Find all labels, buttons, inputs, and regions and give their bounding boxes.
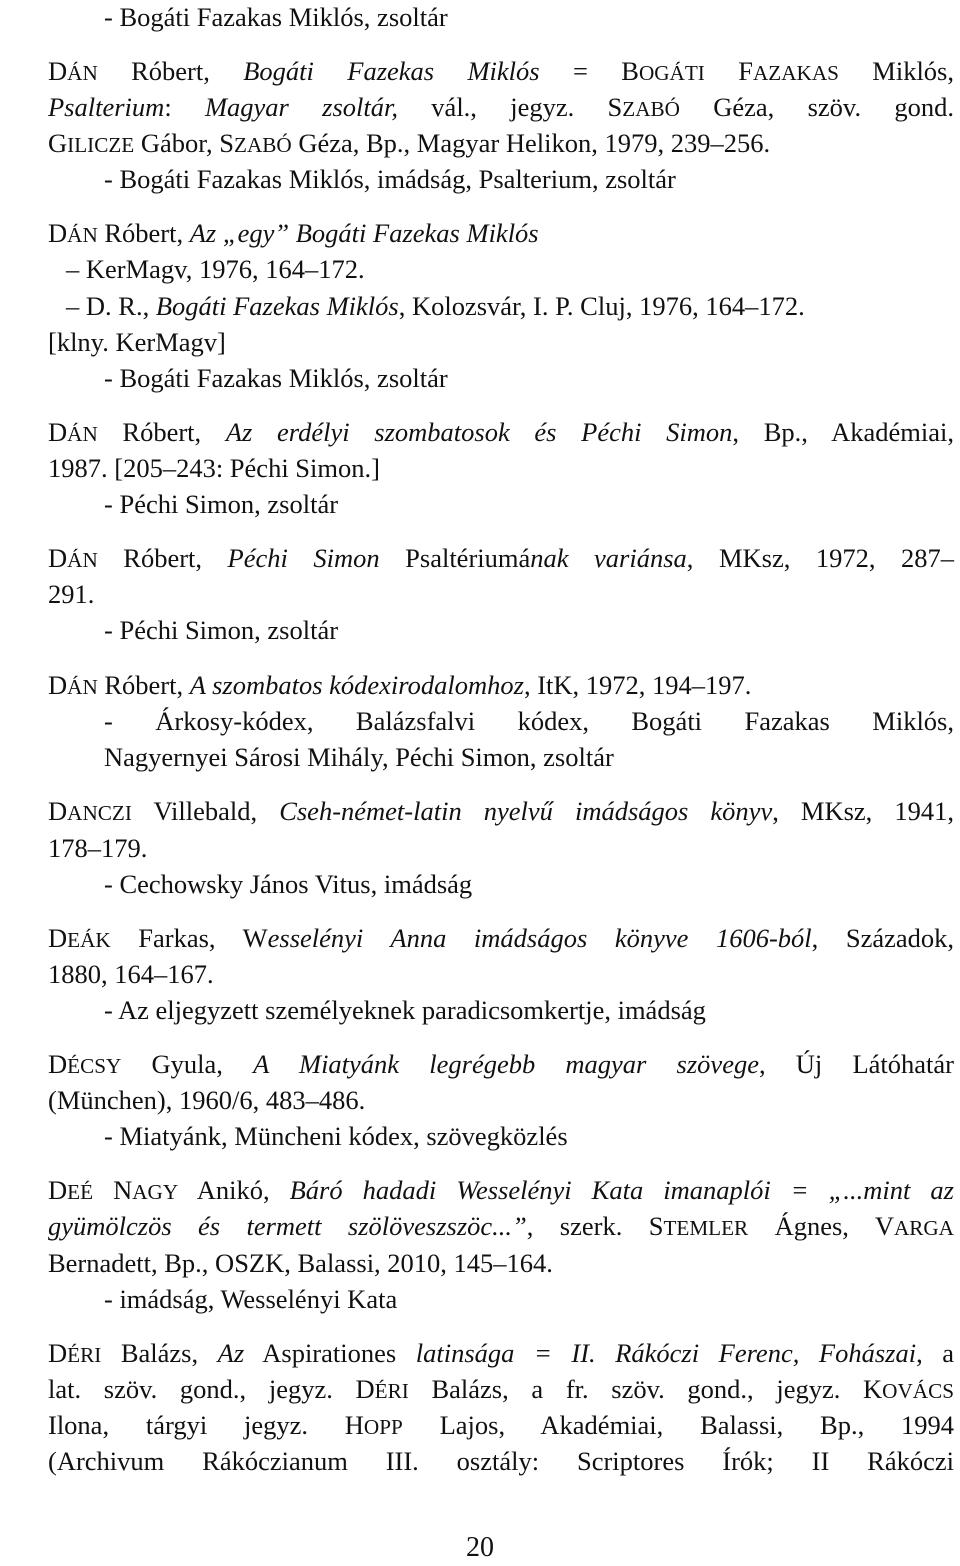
bibliography-entry-line: DANCZI Villebald, Cseh-német-latin nyelvű imádságos könyv, MKsz, 1941, [48, 796, 955, 826]
subject-heading: - Bogáti Fazakas Miklós, zsoltár [104, 363, 448, 393]
bibliography-entry-line: (Archivum Rákóczianum III. osztály: Scriptores Írók; II Rákóczi [48, 1446, 954, 1476]
subject-heading: - Péchi Simon, zsoltár [104, 615, 339, 645]
subject-heading: - Bogáti Fazakas Miklós, zsoltár [104, 2, 448, 32]
bibliography-entry-line: 291. [48, 579, 95, 609]
subject-heading: - Árkosy-kódex, Balázsfalvi kódex, Bogáti Fazakas Miklós, [104, 706, 954, 736]
bibliography-entry-line: lat. szöv. gond., jegyz. DÉRI Balázs, a fr. szöv. gond., jegyz. KOVÁCS [48, 1374, 954, 1404]
bibliography-entry-line: – D. R., Bogáti Fazekas Miklós, Kolozsvár, I. P. Cluj, 1976, 164–172. [66, 291, 805, 321]
subject-heading: - Péchi Simon, zsoltár [104, 489, 339, 519]
subject-heading: - Cechowsky János Vitus, imádság [104, 869, 473, 899]
bibliography-entry-line: DÉCSY Gyula, A Miatyánk legrégebb magyar szövege, Új Látóhatár [48, 1049, 954, 1079]
subject-heading: - Bogáti Fazakas Miklós, imádság, Psalterium, zsoltár [104, 164, 676, 194]
bibliography-entry-line: DÁN Róbert, Bogáti Fazekas Miklós = BOGÁTI FAZAKAS Miklós, [48, 56, 954, 86]
bibliography-entry-line: 178–179. [48, 833, 148, 863]
subject-heading: - Miatyánk, Müncheni kódex, szövegközlés [104, 1121, 568, 1151]
bibliography-entry-line: Bernadett, Bp., OSZK, Balassi, 2010, 145–164. [48, 1248, 553, 1278]
bibliography-entry-line: Ilona, tárgyi jegyz. HOPP Lajos, Akadémiai, Balassi, Bp., 1994 [48, 1410, 954, 1440]
bibliography-entry-line: DÁN Róbert, Péchi Simon Psaltériumának variánsa, MKsz, 1972, 287– [48, 543, 954, 573]
bibliography-entry-line: DÁN Róbert, Az erdélyi szombatosok és Péchi Simon, Bp., Akadémiai, [48, 417, 954, 447]
bibliography-entry-line: [klny. KerMagv] [48, 327, 226, 357]
bibliography-entry-line: DEÁK Farkas, Wesselényi Anna imádságos könyve 1606-ból, Századok, [48, 923, 954, 953]
bibliography-entry-line: DÁN Róbert, A szombatos kódexirodalomhoz, ItK, 1972, 194–197. [48, 670, 752, 700]
subject-heading: - imádság, Wesselényi Kata [104, 1284, 398, 1314]
subject-heading: Nagyernyei Sárosi Mihály, Péchi Simon, zsoltár [104, 742, 614, 772]
bibliography-entry-line: DEÉ NAGY Anikó, Báró hadadi Wesselényi Kata imanaplói = „...mint az [48, 1175, 954, 1205]
bibliography-entry-line: DÁN Róbert, Az „egy” Bogáti Fazekas Miklós [48, 218, 539, 248]
bibliography-entry-line: gyümölczös és termett szölöveszszöc...”, szerk. STEMLER Ágnes, VARGA [48, 1211, 954, 1241]
bibliography-entry-line: Psalterium: Magyar zsoltár, vál., jegyz. SZABÓ Géza, szöv. gond. [48, 92, 954, 122]
bibliography-entry-line: 1880, 164–167. [48, 959, 214, 989]
bibliography-entry-line: (München), 1960/6, 483–486. [48, 1085, 366, 1115]
page-number: 20 [466, 1532, 494, 1563]
subject-heading: - Az eljegyzett személyeknek paradicsomkertje, imádság [104, 995, 706, 1025]
bibliography-entry-line: – KerMagv, 1976, 164–172. [66, 254, 365, 284]
bibliography-entry-line: 1987. [205–243: Péchi Simon.] [48, 453, 380, 483]
bibliography-entry-line: GILICZE Gábor, SZABÓ Géza, Bp., Magyar Helikon, 1979, 239–256. [48, 128, 771, 158]
bibliography-entry-line: DÉRI Balázs, Az Aspirationes latinsága = II. Rákóczi Ferenc, Fohászai, a [48, 1338, 955, 1368]
